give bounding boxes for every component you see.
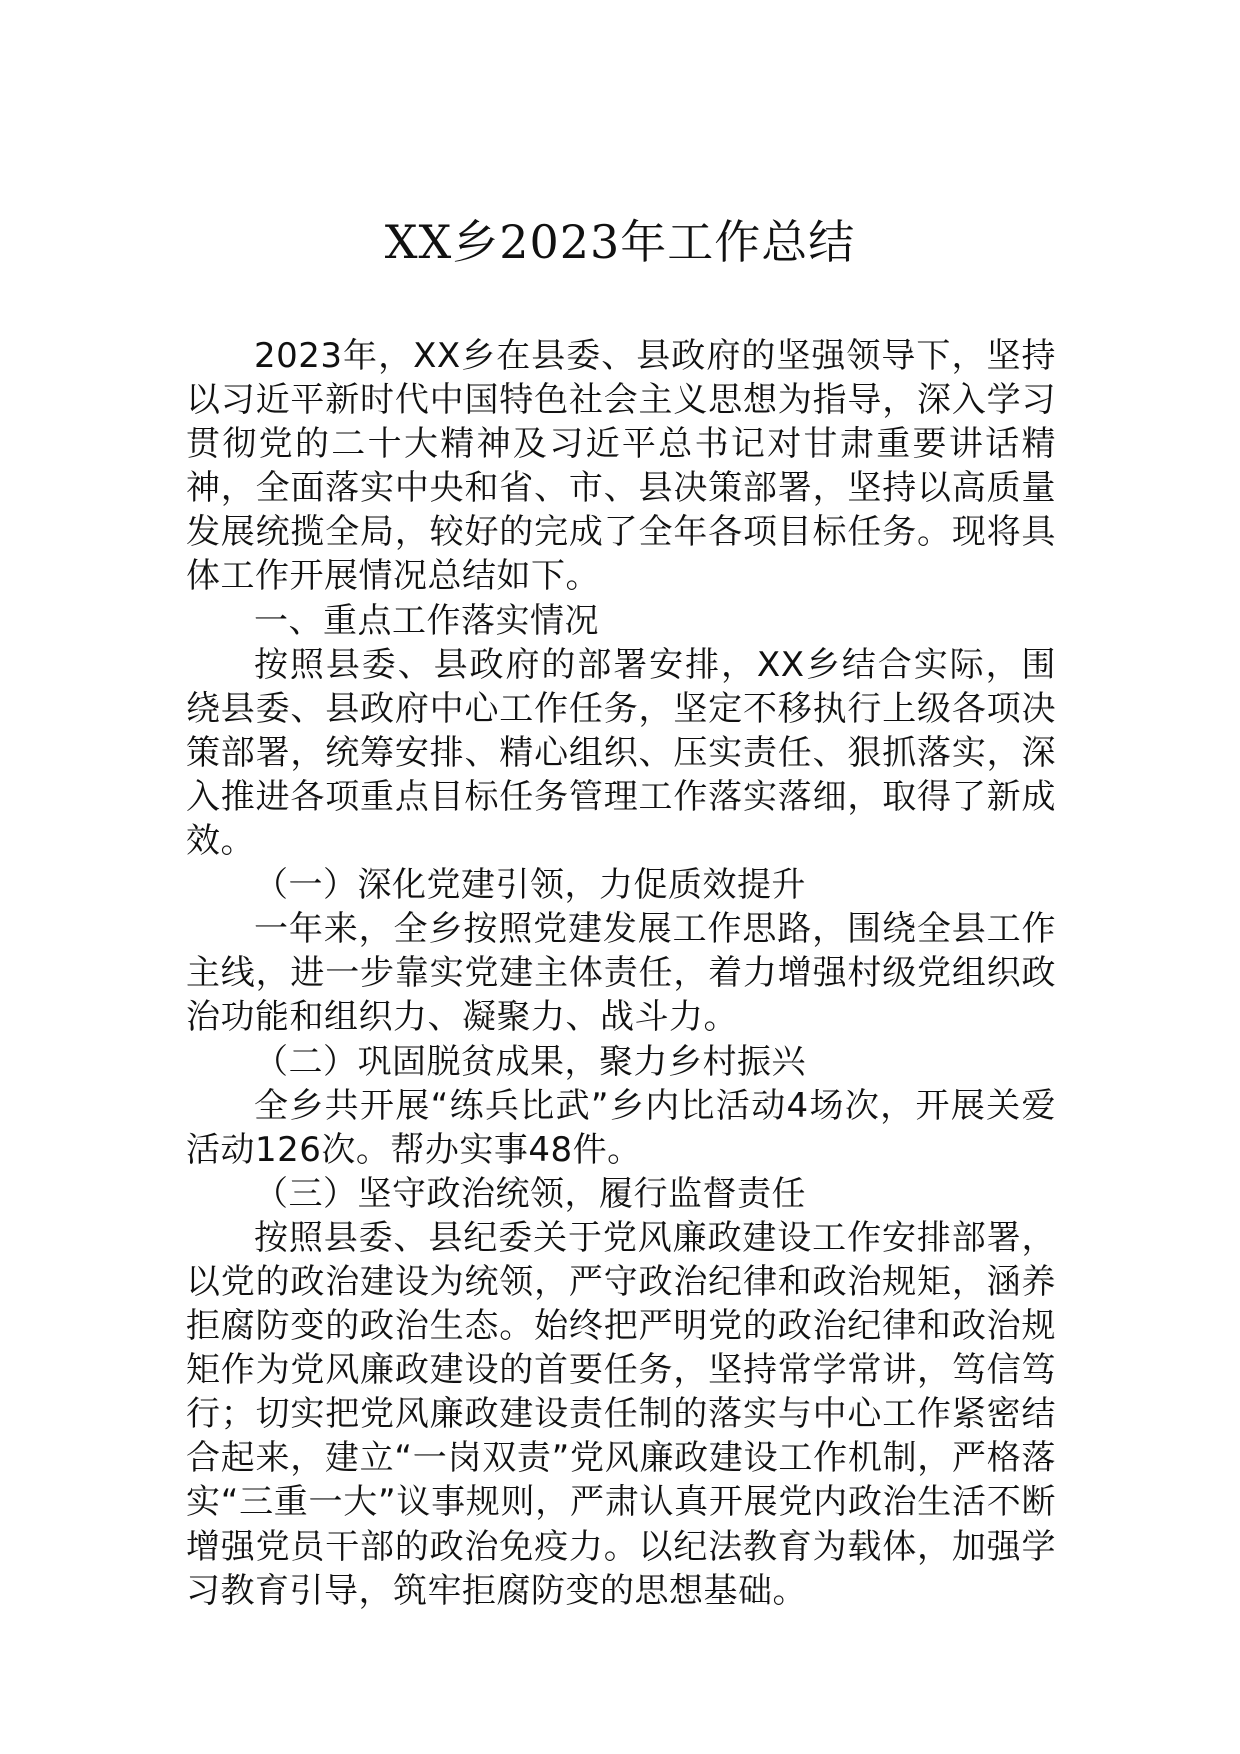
subsection-heading-2: （二）巩固脱贫成果，聚力乡村振兴 xyxy=(254,1041,806,1082)
subsection-3-paragraph: 按照县委、县纪委关于党风廉政建设工作安排部署，以党的政治建设为统领，严守政治纪律和政治规矩，涵养拒腐防变的政治生态。始终把严明党的政治纪律和政治规矩作为党风廉政建设的首要任务，坚持常学常讲，笃信笃行；切实把党风廉政建设责任制的落实与中心工作紧密结合起来，建立“一岗双责”党风廉政建设工作机制，严格落实“三重一大”议事规则，严肃认真开展党内政治生活不断增强党员干部的政治免疫力。以纪法教育为载体，加强学习教育引导，筑牢拒腐防变的思想基础。 xyxy=(186,1217,1056,1611)
subsection-2-paragraph: 全乡共开展“练兵比武”乡内比活动4场次，开展关爱活动126次。帮办实事48件。 xyxy=(186,1085,1056,1170)
subsection-heading-3: （三）坚守政治统领，履行监督责任 xyxy=(254,1173,806,1214)
document-title: XX乡2023年工作总结 xyxy=(384,215,856,269)
document-body xyxy=(186,334,1056,1613)
subsection-1-paragraph: 一年来，全乡按照党建发展工作思路，围绕全县工作主线，进一步靠实党建主体责任，着力增强村级党组织政治功能和组织力、凝聚力、战斗力。 xyxy=(186,909,1056,1038)
intro-paragraph: 2023年，XX乡在县委、县政府的坚强领导下，坚持以习近平新时代中国特色社会主义思想为指导，深入学习贯彻党的二十大精神及习近平总书记对甘肃重要讲话精神，全面落实中央和省、市、县决策部署，坚持以高质量发展统揽全局，较好的完成了全年各项目标任务。现将具体工作开展情况总结如下。 xyxy=(186,336,1056,597)
section-heading-1: 一、重点工作落实情况 xyxy=(254,600,599,641)
section-1-paragraph: 按照县委、县政府的部署安排，XX乡结合实际，围绕县委、县政府中心工作任务，坚定不移执行上级各项决策部署，统筹安排、精心组织、压实责任、狠抓落实，深入推进各项重点目标任务管理工作落实落细，取得了新成效。 xyxy=(186,644,1056,862)
subsection-heading-1: （一）深化党建引领，力促质效提升 xyxy=(254,865,806,906)
